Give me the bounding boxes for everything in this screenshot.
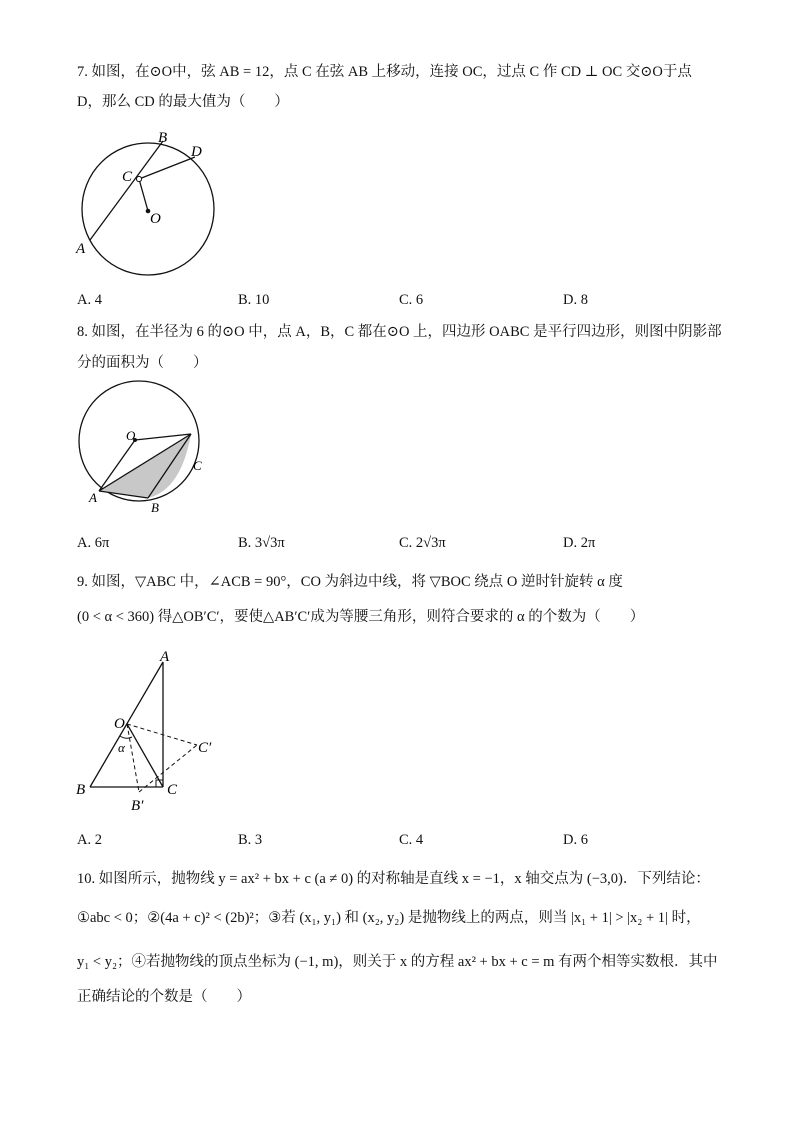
q7-option-a[interactable]: A. 4 — [77, 292, 102, 308]
q9-label-c-prime: C′ — [198, 740, 212, 756]
q9-angle-arc — [120, 736, 132, 738]
q8-label-o: O — [126, 428, 136, 443]
q7-segment-oc — [139, 179, 148, 211]
q7-label-a: A — [76, 241, 86, 257]
q8-figure — [66, 380, 226, 520]
q8-label-c: C — [193, 458, 202, 473]
q7-point-c — [136, 176, 141, 181]
q9-label-b-prime: B′ — [131, 798, 144, 814]
q9-options — [77, 832, 727, 852]
q9-label-a: A — [160, 649, 170, 665]
q9-stem-line2: (0 < α < 360) 得△OB′C′，要使△AB′C′成为等腰三角形，则符合要求的 α 的个数为（ ） — [77, 609, 645, 625]
q9-option-b[interactable]: B. 3 — [238, 832, 263, 848]
q8-label-a: A — [89, 490, 97, 505]
q7-segment-cd — [139, 157, 195, 179]
q8-option-d[interactable]: D. 2π — [563, 535, 596, 551]
q9-label-o: O — [114, 716, 125, 732]
q7-options — [77, 292, 727, 312]
q9-figure — [70, 642, 230, 822]
q9-option-a[interactable]: A. 2 — [77, 832, 102, 848]
q8-option-c[interactable]: C. 2√3π — [399, 535, 446, 551]
q7-label-c: C — [122, 169, 133, 185]
q8-shaded-region — [99, 434, 191, 498]
q8-option-b[interactable]: B. 3√3π — [238, 535, 285, 551]
q10-stem-line4: 正确结论的个数是（ ） — [77, 989, 251, 1005]
q7-stem-line1: 7. 如图，在⊙O中，弦 AB = 12，点 C 在弦 AB 上移动，连接 OC，过点 C 作 CD ⊥ OC 交⊙O于点 — [77, 64, 692, 80]
q9-option-c[interactable]: C. 4 — [399, 832, 424, 848]
q10-stem-line1: 10. 如图所示，抛物线 y = ax² + bx + c (a ≠ 0) 的对称轴是直线 x = −1，x 轴交点为 (−3,0)．下列结论： — [77, 871, 710, 887]
q7-label-d: D — [191, 144, 202, 160]
q8-option-a[interactable]: A. 6π — [77, 535, 110, 551]
q9-label-b: B — [76, 782, 86, 798]
q10-stem-line2: ①abc < 0；②(4a + c)² < (2b)²；③若 (x₁, y₁) 和 (x₂, y₂) 是抛物线上的两点，则当 |x₁ + 1| > |x₂ + 1| 时， — [77, 910, 701, 926]
q7-figure — [70, 128, 230, 288]
q9-label-c: C — [167, 782, 178, 798]
q8-label-b: B — [151, 500, 159, 515]
q8-stem-line1: 8. 如图，在半径为 6 的⊙O 中，点 A，B，C 都在⊙O 上，四边形 OABC 是平行四边形，则图中阴影部 — [77, 324, 722, 340]
q7-option-b[interactable]: B. 10 — [238, 292, 270, 308]
q7-label-o: O — [150, 211, 161, 227]
q10-stem-line3: y₁ < y₂；④若抛物线的顶点坐标为 (−1, m)，则关于 x 的方程 ax² + bx + c = m 有两个相等实数根．其中 — [77, 954, 718, 970]
q7-label-b: B — [158, 130, 168, 146]
q7-option-c[interactable]: C. 6 — [399, 292, 424, 308]
q9-stem-line1: 9. 如图，▽ABC 中，∠ACB = 90°，CO 为斜边中线，将 ▽BOC 绕点 O 逆时针旋转 α 度 — [77, 574, 623, 590]
q8-stem-line2: 分的面积为（ ） — [77, 355, 208, 371]
q7-stem-line2: D，那么 CD 的最大值为（ ） — [77, 94, 289, 110]
q9-label-alpha: α — [118, 740, 125, 755]
q7-option-d[interactable]: D. 8 — [563, 292, 588, 308]
q8-options — [77, 535, 727, 555]
q9-option-d[interactable]: D. 6 — [563, 832, 588, 848]
